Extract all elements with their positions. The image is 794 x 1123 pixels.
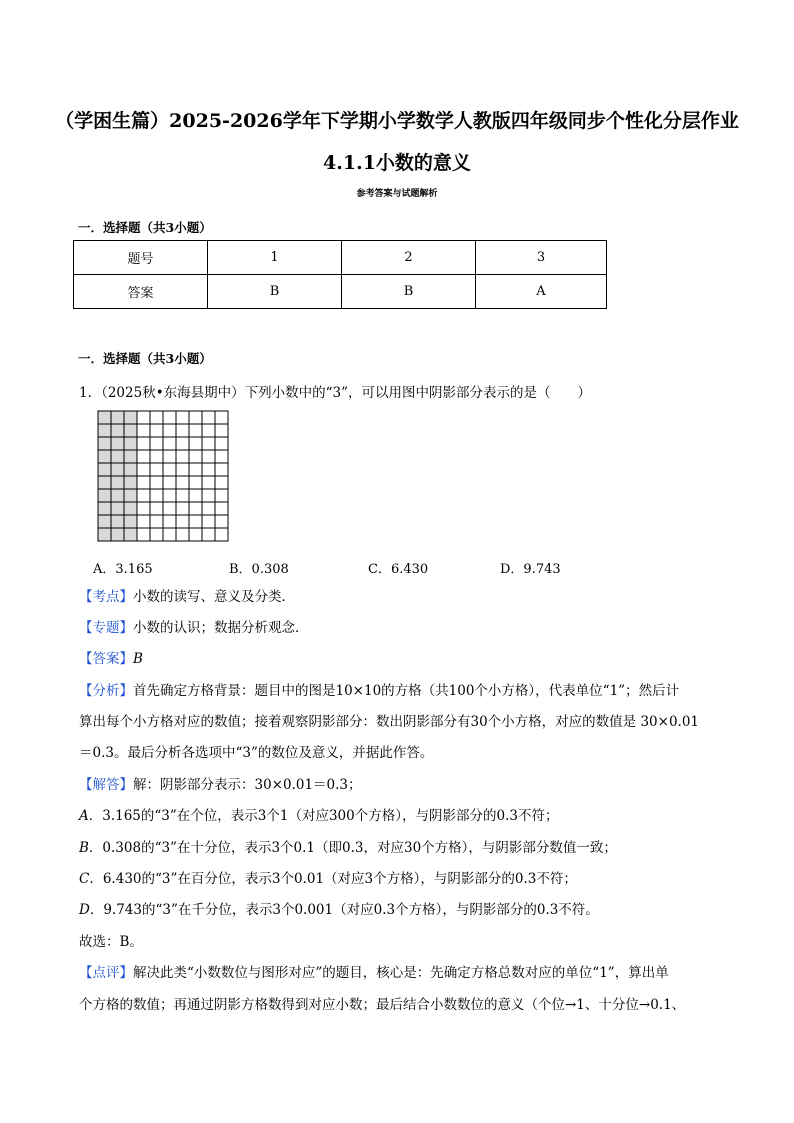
analysis-line-2: 算出每个小方格对应的数值；接着观察阴影部分：数出阴影部分有30个小方格，对应的数值是 30×0.01	[79, 714, 700, 730]
grid-cell	[176, 450, 189, 463]
grid-cell	[150, 476, 163, 489]
grid-cell	[163, 437, 176, 450]
grid-cell	[202, 424, 215, 437]
shaded-cell	[124, 463, 137, 476]
grid-cell	[137, 450, 150, 463]
grid-cell	[137, 515, 150, 528]
grid-cell	[202, 502, 215, 515]
shaded-cell	[111, 450, 124, 463]
table-cell: 题号	[74, 241, 208, 275]
comment-line-2: 个方格的数值；再通过阴影方格数得到对应小数；最后结合小数数位的意义（个位→1、十分位→0.1、	[79, 997, 686, 1013]
solution-line	[79, 770, 739, 801]
shaded-cell	[98, 502, 111, 515]
table-cell: 3	[476, 241, 607, 275]
grid-cell	[215, 411, 228, 424]
grid-cell	[202, 515, 215, 528]
comment-line-1	[79, 958, 739, 989]
shaded-cell	[98, 424, 111, 437]
grid-cell	[150, 463, 163, 476]
grid-cell	[150, 489, 163, 502]
grid-cell	[176, 515, 189, 528]
grid-cell	[189, 424, 202, 437]
grid-cell	[137, 528, 150, 541]
option-c: C．6.430	[368, 562, 429, 577]
grid-cell	[150, 411, 163, 424]
solution-option-text: ．9.743的“3”在千分位，表示3个0.001（对应0.3个方格），与阴影部分的0.3不符。	[89, 902, 599, 918]
shaded-cell	[124, 450, 137, 463]
shaded-cell	[111, 424, 124, 437]
grid-cell	[202, 463, 215, 476]
grid-cell	[163, 489, 176, 502]
grid-cell	[137, 411, 150, 424]
grid-cell	[176, 528, 189, 541]
question-stem: 1．（2025秋•东海县期中）下列小数中的“3”，可以用图中阴影部分表示的是（ ）	[79, 385, 592, 401]
table-cell: B	[342, 275, 476, 309]
kaodian-line	[79, 582, 739, 613]
grid-cell	[215, 476, 228, 489]
grid-cell	[163, 424, 176, 437]
grid-cell	[176, 463, 189, 476]
grid-cell	[189, 450, 202, 463]
option-letter: B	[79, 840, 89, 856]
grid-cell	[163, 502, 176, 515]
grid-cell	[215, 515, 228, 528]
shaded-cell	[124, 515, 137, 528]
shaded-cell	[98, 476, 111, 489]
shaded-cell	[124, 424, 137, 437]
answer-table	[73, 240, 607, 309]
shaded-cell	[98, 528, 111, 541]
grid-cell	[189, 476, 202, 489]
grid-cell	[176, 476, 189, 489]
grid-cell	[176, 411, 189, 424]
grid-cell	[215, 528, 228, 541]
shaded-cell	[98, 437, 111, 450]
table-cell: 1	[208, 241, 342, 275]
solution-text: 解：阴影部分表示：30×0.01＝0.3；	[133, 777, 362, 793]
shaded-cell	[111, 515, 124, 528]
shaded-cell	[124, 502, 137, 515]
table-cell: 答案	[74, 275, 208, 309]
grid-cell	[202, 450, 215, 463]
grid-cell	[176, 437, 189, 450]
option-letter: A	[79, 808, 89, 824]
kaodian-text: 小数的读写、意义及分类．	[133, 589, 295, 605]
grid-cell	[150, 450, 163, 463]
grid-cell	[202, 411, 215, 424]
solution-option-d	[79, 895, 739, 926]
shaded-cell	[124, 476, 137, 489]
zhuanti-tag: 【专题】	[79, 620, 133, 636]
grid-cell	[150, 424, 163, 437]
option-letter: D	[79, 902, 90, 918]
document-title: （学困生篇）2025-2026学年下学期小学数学人教版四年级同步个性化分层作业4.1.1小数的意义	[55, 110, 739, 174]
option-letter: C	[79, 871, 90, 887]
shaded-cell	[124, 528, 137, 541]
shaded-cell	[124, 411, 137, 424]
shaded-cell	[111, 437, 124, 450]
option-d: D．9.743	[500, 562, 561, 577]
shaded-cell	[98, 489, 111, 502]
grid-cell	[163, 450, 176, 463]
shaded-cell	[111, 502, 124, 515]
grid-cell	[189, 528, 202, 541]
grid-cell	[150, 528, 163, 541]
table-row	[74, 275, 607, 309]
solution-option-text: ．3.165的“3”在个位，表示3个1（对应300个方格），与阴影部分的0.3不符；	[88, 808, 559, 824]
grid-cell	[137, 502, 150, 515]
grid-cell	[137, 424, 150, 437]
grid-cell	[163, 515, 176, 528]
grid-cell	[189, 515, 202, 528]
grid-cell	[137, 463, 150, 476]
solution-option-text: ．0.308的“3”在十分位，表示3个0.1（即0.3，对应30个方格），与阴影部分数值一致；	[88, 840, 617, 856]
shaded-cell	[111, 476, 124, 489]
grid-cell	[163, 463, 176, 476]
grid-cell	[150, 515, 163, 528]
grid-cell	[189, 463, 202, 476]
shaded-cell	[111, 463, 124, 476]
shaded-cell	[124, 489, 137, 502]
solution-option-text: ．6.430的“3”在百分位，表示3个0.01（对应3个方格），与阴影部分的0.3不符；	[89, 871, 577, 887]
grid-cell	[215, 489, 228, 502]
shaded-cell	[98, 515, 111, 528]
grid-cell	[202, 528, 215, 541]
answer-line	[79, 644, 739, 675]
kaodian-tag: 【考点】	[79, 589, 133, 605]
shaded-cell	[111, 411, 124, 424]
zhuanti-line	[79, 613, 739, 644]
grid-cell	[150, 502, 163, 515]
table-cell: A	[476, 275, 607, 309]
grid-cell	[189, 411, 202, 424]
answer-text: B	[133, 651, 143, 667]
grid-cell	[215, 450, 228, 463]
grid-cell	[215, 502, 228, 515]
grid-cell	[176, 502, 189, 515]
table-cell: 2	[342, 241, 476, 275]
analysis-line-3: ＝0.3。最后分析各选项中“3”的数位及意义，并据此作答。	[79, 745, 434, 761]
table-cell: B	[208, 275, 342, 309]
grid-cell	[176, 489, 189, 502]
analysis-tag: 【分析】	[79, 683, 133, 699]
solution-option-a	[79, 801, 739, 832]
grid-cell	[202, 437, 215, 450]
grid-cell	[137, 489, 150, 502]
shaded-cell	[98, 411, 111, 424]
comment-text-1: 解决此类“小数数位与图形对应”的题目，核心是：先确定方格总数对应的单位“1”，算出单	[133, 965, 669, 981]
grid-cell	[189, 437, 202, 450]
comment-tag: 【点评】	[79, 965, 133, 981]
shaded-cell	[111, 489, 124, 502]
option-b: B．0.308	[229, 562, 289, 577]
final-choice: 故选：B。	[79, 934, 143, 950]
grid-cell	[215, 463, 228, 476]
shaded-cell	[124, 437, 137, 450]
grid-cell	[137, 476, 150, 489]
shaded-cell	[98, 463, 111, 476]
section-heading-answers: 一．选择题（共3小题）	[78, 220, 212, 235]
solution-option-b	[79, 833, 739, 864]
grid-cell	[163, 476, 176, 489]
option-a: A．3.165	[93, 562, 153, 577]
section-heading-questions: 一．选择题（共3小题）	[78, 351, 212, 366]
grid-cell	[215, 437, 228, 450]
grid-cell	[202, 476, 215, 489]
grid-cell	[163, 528, 176, 541]
grid-cell	[137, 437, 150, 450]
table-row	[74, 241, 607, 275]
grid-cell	[202, 489, 215, 502]
shaded-cell	[98, 450, 111, 463]
answer-tag: 【答案】	[79, 651, 133, 667]
shaded-cell	[111, 528, 124, 541]
solution-tag: 【解答】	[79, 777, 133, 793]
solution-option-c	[79, 864, 739, 895]
zhuanti-text: 小数的认识；数据分析观念．	[133, 620, 309, 636]
analysis-line-1	[79, 676, 739, 707]
hundred-square-grid	[97, 410, 231, 542]
grid-cell	[189, 502, 202, 515]
analysis-text-1: 首先确定方格背景：题目中的图是10×10的方格（共100个小方格），代表单位“1”；然后计	[133, 683, 680, 699]
grid-cell	[163, 411, 176, 424]
grid-cell	[176, 424, 189, 437]
grid-cell	[150, 437, 163, 450]
grid-cell	[215, 424, 228, 437]
grid-cell	[189, 489, 202, 502]
document-subtitle: 参考答案与试题解析	[356, 189, 438, 199]
